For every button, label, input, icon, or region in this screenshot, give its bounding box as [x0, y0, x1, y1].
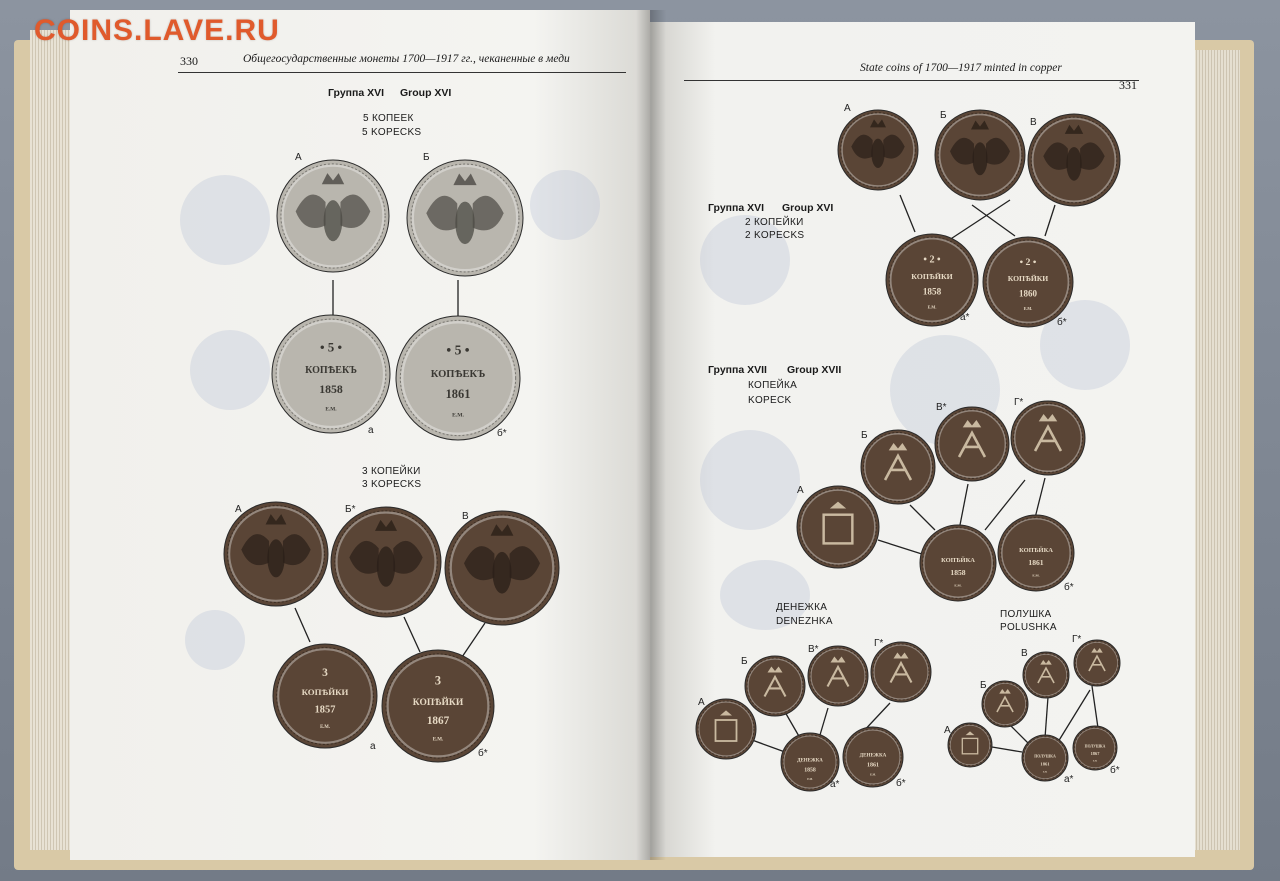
coin-label: В	[1021, 648, 1028, 659]
coin-obverse	[935, 407, 1009, 481]
coin-legend: • 5 •	[446, 342, 470, 358]
denezhka-title-ru: ДЕНЕЖКА	[776, 602, 828, 613]
coin-legend: • 2 •	[923, 254, 941, 266]
coin-obverse	[861, 430, 935, 504]
coin-label: А	[295, 152, 302, 163]
coin-obverse	[797, 486, 879, 568]
left-group-en: Group XVI	[400, 87, 452, 99]
coin-legend: ПОЛУШКА	[1034, 754, 1056, 759]
coin-obverse	[1011, 401, 1085, 475]
coin-label: Б	[423, 152, 430, 163]
coin-obverse	[745, 656, 805, 716]
coin-legend: 1860	[1019, 288, 1037, 299]
coin-label: А	[844, 103, 851, 114]
eagle-body	[871, 139, 884, 168]
connector-line	[460, 623, 485, 660]
coin-legend: КОПѢЙКИ	[911, 272, 953, 282]
coin-legend: КОПѢЙКИ	[1007, 274, 1049, 284]
site-watermark: COINS.LAVE.RU	[34, 14, 280, 47]
coin-label: Г*	[1072, 634, 1082, 645]
connector-line	[910, 505, 935, 530]
connector-line	[1010, 725, 1030, 745]
coin-obverse	[948, 723, 992, 767]
left-page-number: 330	[180, 54, 198, 68]
coin-obverse	[696, 699, 756, 759]
coin-legend: 3	[434, 673, 442, 688]
coin-legend: ДЕНЕЖКА	[859, 752, 887, 759]
section2-title-en: 3 KOPECKS	[362, 479, 422, 490]
connector-line	[1045, 697, 1048, 738]
coin-label: В*	[936, 402, 947, 413]
coin-legend: 1858	[922, 286, 942, 297]
coin-legend: Е.М.	[927, 304, 937, 310]
coin-legend: • 2 •	[1019, 256, 1037, 268]
coin-legend: • 5 •	[319, 339, 343, 355]
coin-label: А	[235, 504, 242, 515]
right-group2-en: Group XVII	[787, 364, 842, 376]
coin-label: б*	[1057, 317, 1067, 328]
eagle-body	[267, 539, 284, 577]
coin-legend: 1867	[426, 714, 450, 727]
coin-label: А	[698, 697, 705, 708]
coin-legend: 1858	[804, 767, 816, 774]
coin-legend: Е.М.	[1092, 760, 1098, 763]
connector-line	[820, 708, 828, 735]
right-group1-ru: Группа XVI	[708, 202, 765, 214]
coin-legend: КОПѢЙКИ	[412, 697, 464, 708]
coin-label: А	[797, 485, 804, 496]
connector-line	[1045, 205, 1055, 236]
coin-label: а	[370, 741, 376, 752]
coin-legend: 1858	[319, 381, 343, 396]
coin-obverse	[1023, 652, 1069, 698]
coin-legend: Е.М.	[452, 412, 464, 419]
coin-legend: КОПѢЕКЪ	[430, 368, 486, 380]
coin-label: В*	[808, 644, 819, 655]
connector-line	[404, 617, 420, 652]
coin-label: б*	[1110, 765, 1120, 776]
right-group1-en: Group XVI	[782, 202, 834, 214]
coin-legend: Е.М.	[870, 773, 876, 777]
eagle-body	[455, 202, 474, 245]
connector-line	[960, 484, 968, 525]
coin-label: Б*	[345, 504, 356, 515]
coin-legend: 1861	[445, 386, 471, 401]
coin-legend: Е.М.	[1042, 771, 1048, 774]
coin-legend: Е.М.	[1023, 305, 1033, 311]
connector-line	[295, 608, 310, 642]
coin-legend: КОПѢЙКА	[941, 557, 975, 565]
connector-line	[992, 747, 1022, 752]
coin-obverse	[808, 646, 868, 706]
coin-legend: 1867	[1090, 751, 1100, 757]
coin-legend: Е.М.	[320, 725, 330, 731]
connector-line	[785, 712, 800, 738]
coin-label: а*	[830, 779, 840, 790]
coin-legend: Е.М.	[954, 583, 962, 588]
coin-legend: 3	[322, 667, 328, 680]
connector-line	[900, 195, 915, 232]
coin-label: Б	[861, 430, 868, 441]
left-running-head: Общегосударственные монеты 1700—1917 гг., чеканенные в меди	[243, 53, 570, 65]
right-group2-sec-ru: КОПЕЙКА	[748, 380, 798, 391]
coin-legend: 1858	[950, 568, 966, 578]
coin-label: а*	[960, 312, 970, 323]
coin-legend: 1861	[867, 762, 879, 769]
section1-title-ru: 5 КОПЕЕК	[363, 113, 414, 124]
connector-line	[1092, 686, 1098, 728]
coin-legend: ПОЛУШКА	[1084, 744, 1106, 749]
coin-obverse	[982, 681, 1028, 727]
right-page-number: 331	[1119, 78, 1137, 92]
coin-label: В	[462, 511, 469, 522]
coin-legend: КОПѢЕКЪ	[305, 364, 357, 376]
coin-label: Г*	[1014, 397, 1024, 408]
section2-title-ru: 3 КОПЕЙКИ	[362, 466, 421, 477]
coin-label: Г*	[874, 638, 884, 649]
coin-label: б*	[478, 748, 488, 759]
coin-legend: ДЕНЕЖКА	[797, 758, 823, 764]
coin-legend: 1861	[1028, 558, 1044, 568]
coin-obverse	[871, 642, 931, 702]
section1-title-en: 5 KOPECKS	[362, 127, 422, 138]
coin-label: Б	[980, 680, 987, 691]
coin-legend: Е.М.	[807, 777, 813, 781]
eagle-body	[973, 142, 988, 175]
right-running-head: State coins of 1700—1917 minted in copper	[860, 62, 1062, 74]
connector-line	[1035, 478, 1045, 518]
coin-label: А	[944, 725, 951, 736]
right-group1-sec-en: 2 KOPECKS	[745, 230, 805, 241]
coin-label: б*	[896, 778, 906, 789]
left-group-ru: Группа XVI	[328, 87, 385, 99]
coin-label: б*	[497, 428, 507, 439]
eagle-body	[493, 552, 512, 594]
coin-legend: Е.М.	[1032, 573, 1040, 578]
coin-legend: Е.М.	[432, 737, 444, 743]
coin-label: Б	[940, 110, 947, 121]
coin-legend: 1861	[1040, 761, 1050, 767]
right-group2-ru: Группа XVII	[708, 364, 767, 376]
eagle-body	[1066, 147, 1081, 181]
eagle-body	[324, 200, 343, 241]
coin-label: а*	[1064, 774, 1074, 785]
polushka-title-ru: ПОЛУШКА	[1000, 609, 1052, 620]
polushka-title-en: POLUSHKA	[1000, 622, 1057, 633]
coin-legend: 1857	[314, 704, 336, 716]
coin-label: а	[368, 425, 374, 436]
denezhka-title-en: DENEZHKA	[776, 616, 833, 627]
coin-obverse	[1074, 640, 1120, 686]
right-group1-sec-ru: 2 КОПЕЙКИ	[745, 217, 804, 228]
connector-line	[752, 740, 785, 752]
coin-legend: Е.М.	[325, 406, 337, 413]
coin-legend: КОПѢЙКИ	[301, 686, 349, 697]
coin-label: В	[1030, 117, 1037, 128]
coin-label: Б	[741, 656, 748, 667]
right-group2-sec-en: KOPECK	[748, 395, 792, 406]
coin-label: б*	[1064, 582, 1074, 593]
eagle-body	[377, 546, 395, 586]
coin-legend: КОПѢЙКА	[1019, 547, 1053, 555]
connector-line	[878, 540, 925, 555]
